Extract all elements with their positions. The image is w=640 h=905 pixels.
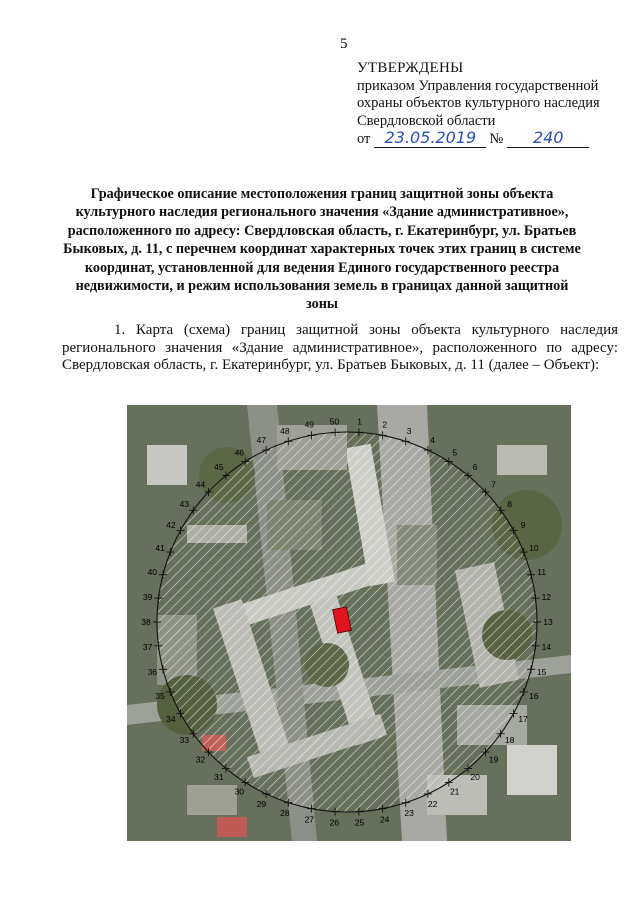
boundary-point-label-11: 11 [537,567,547,577]
boundary-point-label-48: 48 [280,425,290,436]
boundary-point-label-37: 37 [142,642,153,653]
boundary-point-label-43: 43 [179,498,190,509]
boundary-point-label-33: 33 [179,735,190,746]
approval-line-3: Свердловской области [357,112,496,129]
boundary-point-label-45: 45 [214,462,224,473]
boundary-point-label-18: 18 [504,735,515,746]
boundary-point-label-35: 35 [155,691,165,701]
boundary-point-label-21: 21 [449,786,460,797]
boundary-point-label-28: 28 [280,808,290,819]
handwritten-date: 23.05.2019 [374,130,486,148]
boundary-point-label-25: 25 [354,817,365,828]
boundary-point-label-23: 23 [404,808,414,819]
boundary-point-label-3: 3 [406,425,412,436]
boundary-point-label-42: 42 [166,520,176,531]
boundary-point-label-29: 29 [256,798,267,809]
boundary-point-label-7: 7 [491,479,496,490]
boundary-point-label-14: 14 [541,642,552,653]
boundary-point-label-20: 20 [470,771,480,782]
boundary-point-label-46: 46 [234,447,245,458]
map-description-paragraph: 1. Карта (схема) границ защитной зоны объекта культурного наследия регионального значения «Здание административное», расположенного по адресу: Свердловская область, г. Екатеринбург, ул. Братьев Быковых, д. 11 (далее – Объект): [62,322,618,373]
boundary-point-label-2: 2 [382,419,388,430]
boundary-point-label-27: 27 [304,814,315,825]
boundary-point-label-38: 38 [141,617,151,627]
boundary-point-label-39: 39 [142,591,153,602]
approval-line-2: охраны объектов культурного наследия [357,95,600,111]
boundary-point-label-17: 17 [518,713,528,724]
boundary-point-label-8: 8 [507,498,512,509]
date-prefix: от [357,130,371,147]
map-image [127,405,571,841]
boundary-point-label-10: 10 [529,543,539,553]
page-number: 5 [340,36,348,52]
approval-line-1: приказом Управления государственной [357,77,599,94]
boundary-point-label-24: 24 [379,814,390,825]
boundary-point-label-19: 19 [488,754,499,765]
boundary-point-label-22: 22 [427,798,438,809]
handwritten-number: 240 [507,130,589,148]
boundary-point-label-36: 36 [147,667,158,677]
boundary-point-label-12: 12 [541,591,552,602]
boundary-point-label-5: 5 [452,447,458,458]
boundary-point-label-4: 4 [430,435,435,446]
boundary-point-label-13: 13 [543,617,553,627]
boundary-point-label-47: 47 [256,435,267,446]
boundary-point-label-50: 50 [329,416,340,427]
number-sign: № [489,130,504,147]
boundary-point-label-9: 9 [520,520,526,531]
boundary-point-label-30: 30 [234,786,245,797]
boundary-point-label-31: 31 [214,771,224,782]
boundary-point-label-26: 26 [329,817,340,828]
boundary-map [127,405,571,841]
boundary-point-label-41: 41 [155,543,165,553]
boundary-point-label-16: 16 [529,691,539,701]
document-heading: Графическое описание местоположения границ защитной зоны объекта культурного наследия регионального значения «Здание административное», расположенного по адресу: Свердловская область, г. Екатеринбург, ул. Братьев Быковых, д. 11, с перечнем координат характерных точек этих границ в системе координат, установленной для ведения Единого государственного реестра недвижимости, и режим использования земель в границах данной защитной зоны [63,186,581,313]
approval-date-line [357,130,632,148]
boundary-point-label-32: 32 [195,754,206,765]
boundary-point-label-44: 44 [195,479,206,490]
boundary-point-label-34: 34 [166,713,176,724]
boundary-point-label-15: 15 [536,667,547,677]
approval-title: УТВЕРЖДЕНЫ [357,60,464,76]
boundary-point-label-1: 1 [357,416,362,427]
boundary-point-label-40: 40 [147,567,158,577]
boundary-point-label-6: 6 [472,462,478,473]
boundary-point-label-49: 49 [304,419,315,430]
approval-block [357,60,632,148]
